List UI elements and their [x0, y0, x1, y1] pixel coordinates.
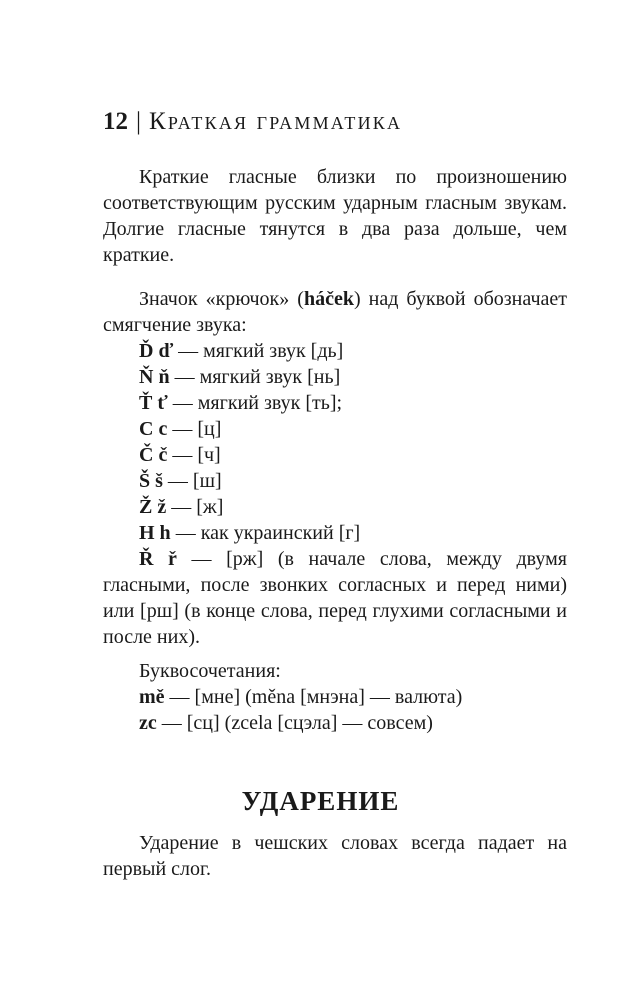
running-header	[103, 107, 402, 137]
vowels-paragraph	[103, 164, 567, 268]
letter-item: Č č — [ч]	[139, 444, 221, 466]
stress-section	[103, 830, 567, 882]
letter-item: Ř ř — [рж] (в начале слова, между двумя гласными, после звонких согласных и перед ними) или [рш] (в конце слова, перед глухими согласными и после них).	[103, 548, 567, 648]
letter-item: H h — как украинский [г]	[139, 522, 361, 544]
letter-item: Ď ď — мягкий звук [дь]	[139, 340, 344, 362]
hacek-intro: Значок «крючок» (háček) над буквой обозначает смягчение звука:	[103, 288, 568, 336]
hacek-section	[103, 286, 567, 650]
paragraph-text: Краткие гласные близки по произношению соответствующим русским ударным гласным звукам. Долгие гласные тянутся в два раза дольше, чем краткие.	[103, 166, 567, 266]
letter-item: Š š — [ш]	[139, 470, 222, 492]
letter-item: C c — [ц]	[139, 418, 222, 440]
letter-item: Ž ž — [ж]	[139, 496, 224, 518]
chapter-title: Краткая грамматика	[149, 108, 403, 135]
combinations-section	[103, 658, 567, 736]
hacek-term: háček	[303, 288, 354, 310]
combination-item: zc — [сц] (zcela [сцэла] — совсем)	[139, 712, 433, 734]
stress-text: Ударение в чешских словах всегда падает на первый слог.	[103, 832, 567, 880]
header-separator: |	[136, 108, 142, 135]
section-heading: УДАРЕНИЕ	[241, 786, 400, 816]
page-number: 12	[103, 108, 128, 135]
letter-item: Ť ť — мягкий звук [ть];	[139, 392, 343, 414]
combinations-label: Буквосочетания:	[139, 660, 281, 682]
letter-item: Ň ň — мягкий звук [нь]	[139, 366, 341, 388]
combination-item: mě — [мне] (měna [мнэна] — валюта)	[139, 686, 463, 708]
